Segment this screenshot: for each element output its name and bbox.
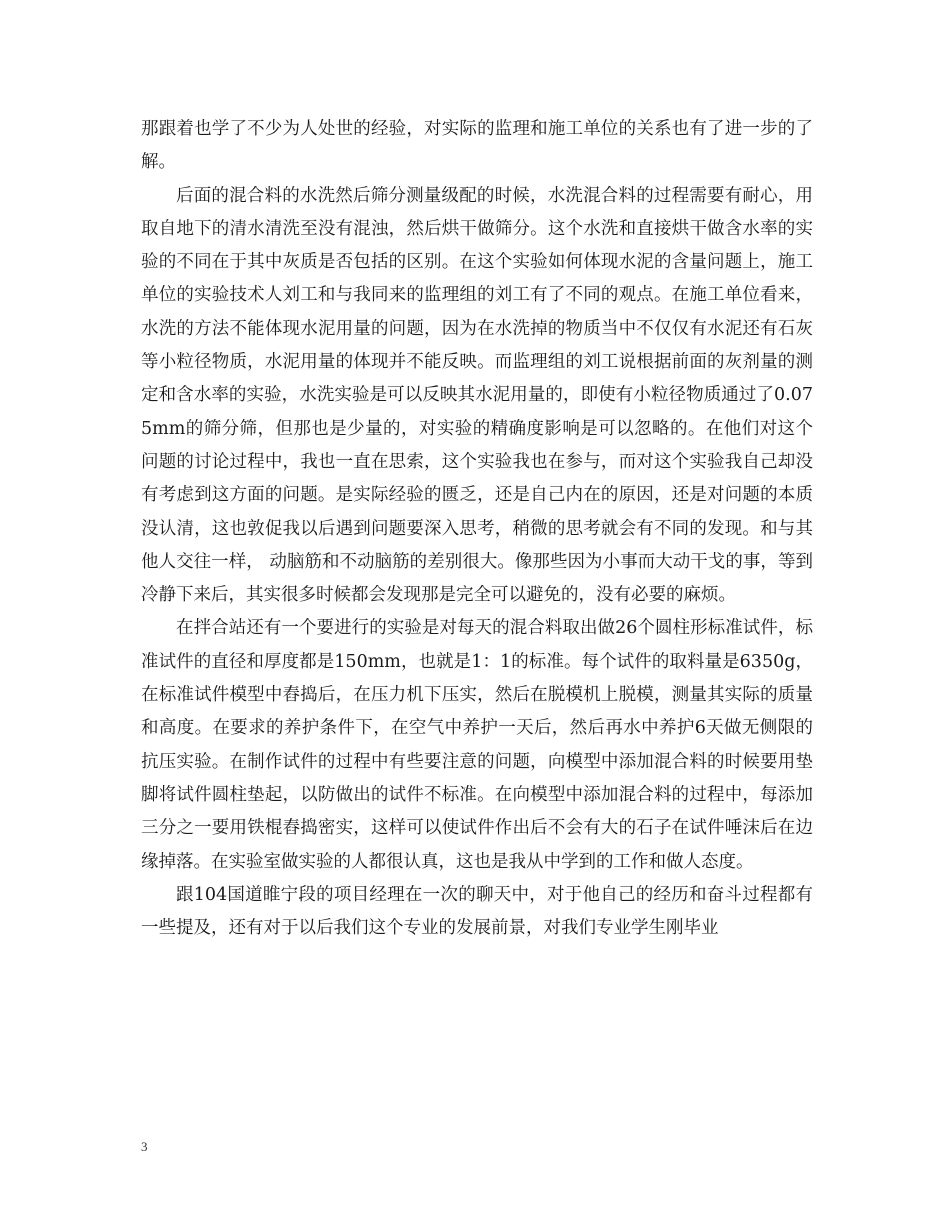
paragraph-washing-experiment: 后面的混合料的水洗然后筛分测量级配的时候，水洗混合料的过程需要有耐心，用取自地下的清水清洗至没有混浊，然后烘干做筛分。这个水洗和直接烘干做含水率的实验的不同在于其中灰质是否包括的区别。在这个实验如何体现水泥的含量问题上，施工单位的实验技术人刘工和与我同来的监理组的刘工有了不同的观点。在施工单位看来，水洗的方法不能体现水泥用量的问题，因为在水洗掉的物质当中不仅仅有水泥还有石灰等小粒径物质，水泥用量的体现并不能反映。而监理组的刘工说根据前面的灰剂量的测定和含水率的实验，水洗实验是可以反映其水泥用量的，即使有小粒径物质通过了0.075mm的筛分筛，但那也是少量的，对实验的精确度影响是可以忽略的。在他们对这个问题的讨论过程中，我也一直在思索，这个实验我也在参与，而对这个实验我自己却没有考虑到这方面的问题。是实际经验的匮乏，还是自己内在的原因，还是对问题的本质没认清，这也敦促我以后遇到问题要深入思考，稍微的思考就会有不同的发现。和与其他人交往一样， 动脑筋和不动脑筋的差别很大。像那些因为小事而大动干戈的事，等到冷静下来后，其实很多时候都会发现那是完全可以避免的，没有必要的麻烦。 [141,185,813,606]
paragraph-specimen-experiment: 在拌合站还有一个要进行的实验是对每天的混合料取出做26个圆柱形标准试件，标准试件的直径和厚度都是150mm，也就是1：1的标准。每个试件的取料量是6350g，在标准试件模型中舂捣后，在压力机下压实，然后在脱模机上脱模，测量其实际的质量和高度。在要求的养护条件下，在空气中养护一天后，然后再水中养护6天做无侧限的抗压实验。在制作试件的过程中有些要注意的问题，向模型中添加混合料的时候要用垫脚将试件圆柱垫起，以防做出的试件不标准。在向模型中添加混合料的过程中，每添加三分之一要用铁棍舂捣密实，这样可以使试件作出后不会有大的石子在试件唾沫后在边缘掉落。在实验室做实验的人都很认真，这也是我从中学到的工作和做人态度。 [141,618,813,872]
paragraph-project-manager: 跟104国道睢宁段的项目经理在一次的聊天中，对于他自己的经历和奋斗过程都有一些提及，还有对于以后我们这个专业的发展前景，对我们专业学生刚毕业 [141,884,813,939]
page-number: 3 [141,1139,148,1154]
paragraph-continuation: 那跟着也学了不少为人处世的经验，对实际的监理和施工单位的关系也有了进一步的了解。 [141,119,813,173]
body-text [141,113,813,945]
